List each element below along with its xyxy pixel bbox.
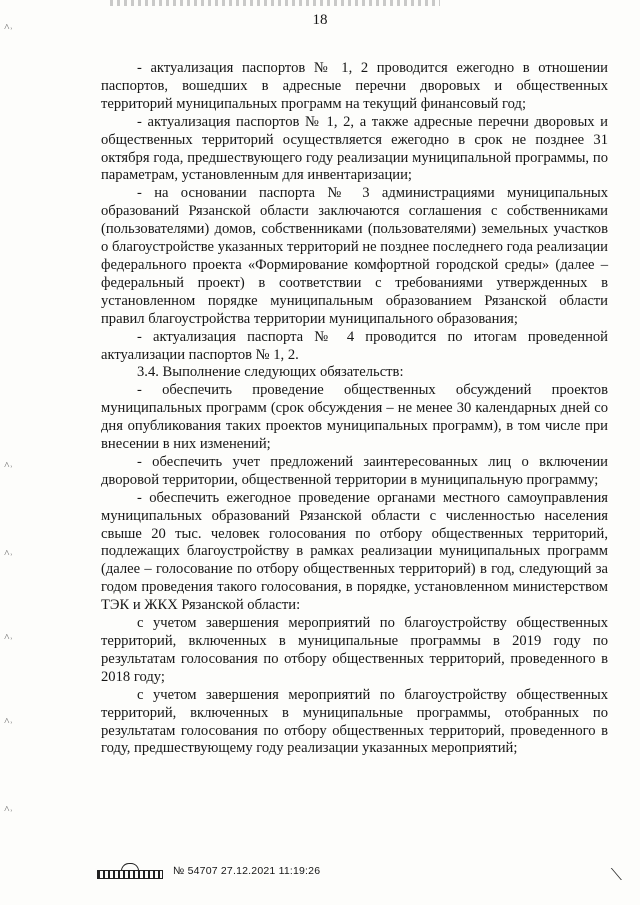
scan-artifact-top xyxy=(110,0,440,6)
paragraph: с учетом завершения мероприятий по благоустройству общественных территорий, включенных в муниципальные программы в 2019 году по результатам голосования по отбору общественных территорий, проведенного в 2018 году; xyxy=(101,615,608,685)
paragraph: - на основании паспорта № 3 администрациями муниципальных образований Рязанской области заключаются соглашения с собственниками (пользователями) домов, собственниками (пользователями) земельных участков о благоустройстве указанных территорий не позднее последнего года реализации федерального проекта «Формирование комфортной городской среды» (далее – федеральный проект) в соответствии с требованиями утвержденных в установленном порядке муниципальным образованием Рязанской области правил благоустройства территории муниципального образования; xyxy=(101,185,608,327)
registration-number: № 54707 27.12.2021 11:19:26 xyxy=(173,865,321,877)
document-body xyxy=(101,60,608,758)
paragraph: - обеспечить учет предложений заинтересованных лиц о включении дворовой территории, общественной территории в муниципальную программу; xyxy=(101,453,608,488)
paragraph: - актуализация паспортов № 1, 2, а также адресные перечни дворовых и общественных территорий осуществляется ежегодно в срок не позднее 31 октября года, предшествующего году реализации муниципальной программы, по параметрам, установленным для инвентаризации; xyxy=(101,113,608,184)
paragraph: 3.4. Выполнение следующих обязательств: xyxy=(137,364,404,381)
paragraph: с учетом завершения мероприятий по благоустройству общественных территорий, включенных в муниципальные программы, отобранных по результатам голосования по отбору общественных территорий, проведенного в году, предшествующему году реализации указанных мероприятий; xyxy=(101,686,608,757)
paragraph: - обеспечить ежегодное проведение органами местного самоуправления муниципальных образований Рязанской области с численностью населения свыше 20 тыс. человек голосования по отбору общественных территорий, подлежащих благоустройству в рамках реализации муниципальных программ (далее – голосование по отбору общественных территорий) в год, следующий за годом проведения такого голосования, в порядке, установленном министерством ТЭК и ЖКХ Рязанской области: xyxy=(101,489,608,614)
margin-mark: ˄˒ xyxy=(4,716,13,727)
margin-mark: ˄˒ xyxy=(4,22,13,33)
margin-mark: ˄˒ xyxy=(4,632,13,643)
page-number: 18 xyxy=(312,12,328,28)
paragraph: - актуализация паспорта № 4 проводится по итогам проведенной актуализации паспортов № 1, 2. xyxy=(101,328,608,363)
paragraph: - обеспечить проведение общественных обсуждений проектов муниципальных программ (срок обсуждения – не менее 30 календарных дней со дня опубликования таких проектов муниципальных программ), в том числе при внесении в них изменений; xyxy=(101,382,608,453)
registry-stamp-icon xyxy=(97,863,163,879)
scan-artifact-corner: ⟍ xyxy=(610,867,622,884)
paragraph: - актуализация паспортов № 1, 2 проводится ежегодно в отношении паспортов, вошедших в адресные перечни дворовых и общественных территорий муниципальных программ на текущий финансовый год; xyxy=(101,60,608,112)
footer xyxy=(97,862,320,880)
margin-mark: ˄˒ xyxy=(4,548,13,559)
margin-mark: ˄˒ xyxy=(4,460,13,471)
margin-mark: ˄˒ xyxy=(4,804,13,815)
